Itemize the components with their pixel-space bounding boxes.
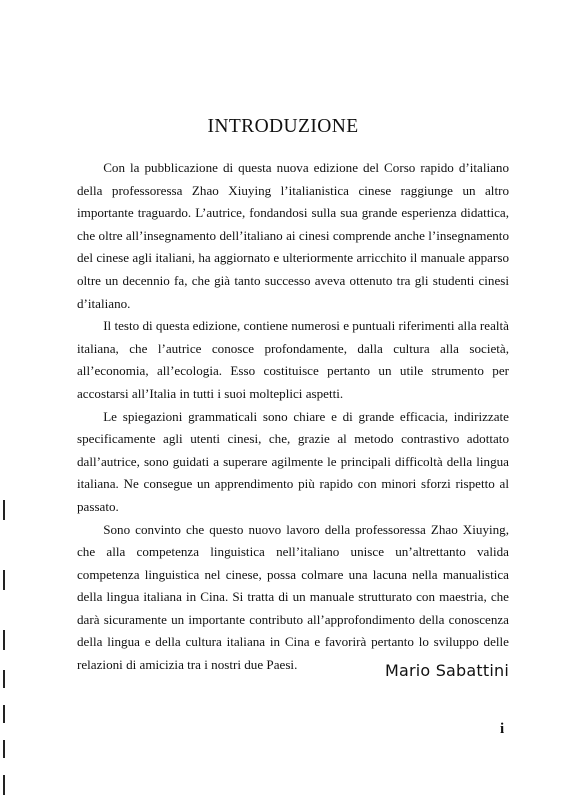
scan-edge-marks (3, 500, 5, 800)
body-text (77, 157, 509, 677)
paragraph-1: Con la pubblicazione di questa nuova edizione del Corso rapido d’italiano della professoressa Zhao Xiuying l’italianistica cinese raggiunge un altro importante traguardo. L’autrice, fondandosi sulla sua grande esperienza didattica, che oltre all’insegnamento dell’italiano ai cinesi comprende anche l’insegnamento del cinese agli italiani, ha aggiornato e ulteriormente arricchito il manuale apparso oltre un decennio fa, che già tanto successo aveva ottenuto tra gli studenti cinesi d’italiano. (77, 160, 509, 311)
paragraph-4: Sono convinto che questo nuovo lavoro della professoressa Zhao Xiuying, che alla competenza linguistica nell’italiano unisce un’altrettanto valida competenza linguistica nel cinese, possa colmare una lacuna nella manualistica della lingua italiana in Cina. Si tratta di un manuale strutturato con maestria, che darà sicuramente un importante contributo all’approfondimento della conoscenza della lingua e della cultura italiana in Cina e favorirà pertanto lo sviluppo delle relazioni di amicizia tra i nostri due Paesi. (77, 521, 509, 673)
scan-mark (3, 775, 5, 795)
page-number: i (500, 721, 505, 737)
page-title: INTRODUZIONE (207, 116, 359, 137)
paragraph-2: Il testo di questa edizione, contiene numerosi e puntuali riferimenti alla realtà italiana, che l’autrice conosce profondamente, dalla cultura alla società, all’economia, all’ecologia. Esso costituisce pertanto un utile strumento per accostarsi all’Italia in tutti i suoi molteplici aspetti. (77, 318, 509, 401)
scan-mark (3, 630, 5, 650)
scan-mark (3, 570, 5, 590)
paragraph-3: Le spiegazioni grammaticali sono chiare e di grande efficacia, indirizzate specificamente agli utenti cinesi, che, grazie al metodo contrastivo adottato dall’autrice, sono guidati a superare agilmente le principali difficoltà della lingua italiana. Ne consegue un apprendimento più rapido con minori sforzi rispetto al passato. (77, 408, 509, 514)
scan-mark (3, 705, 5, 723)
scan-mark (3, 740, 5, 758)
scan-mark (3, 500, 5, 520)
scan-mark (3, 670, 5, 688)
signature: Mario Sabattini (384, 661, 509, 680)
